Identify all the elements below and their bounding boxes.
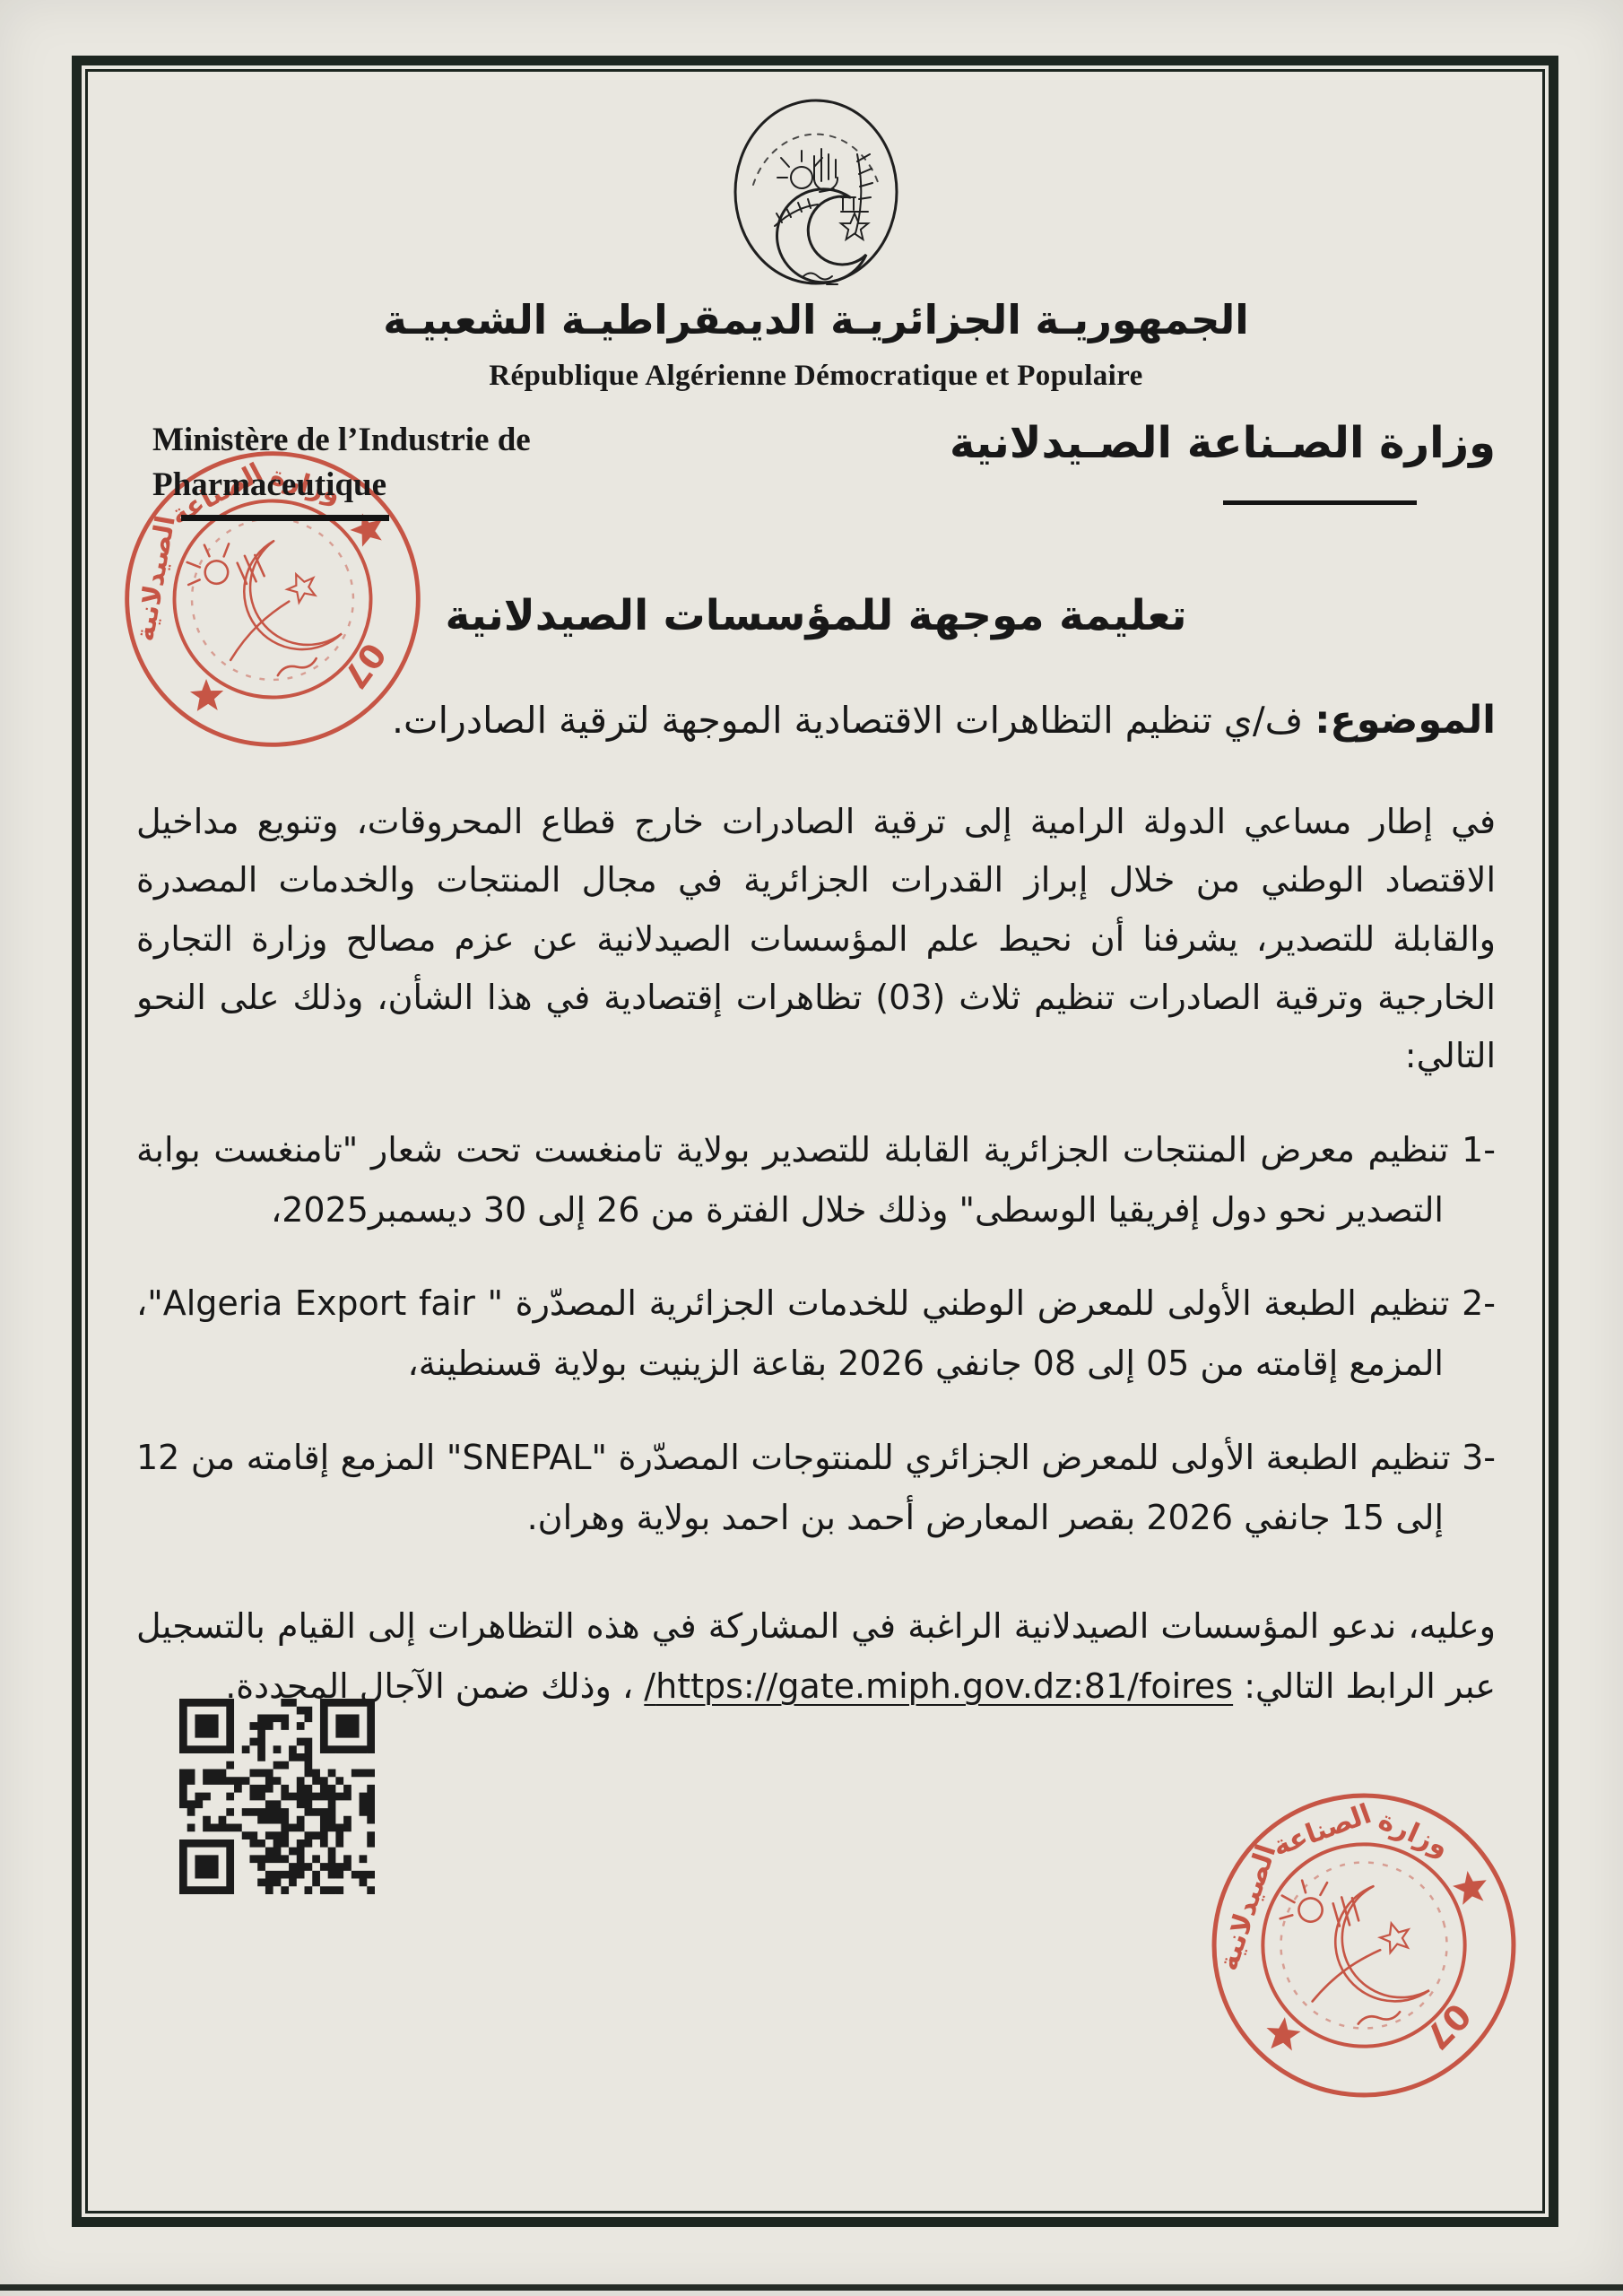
algeria-national-emblem-icon bbox=[726, 91, 906, 289]
list-item-text: تنظيم الطبعة الأولى للمعرض الجزائري للمنتوجات المصدّرة "SNEPAL" المزمع إقامته من 12 إلى 15 جانفي 2026 بقصر المعارض أحمد بن احمد بولاية وهران. bbox=[136, 1438, 1451, 1538]
closing-suffix: ، وذلك ضمن الآجال المحددة. bbox=[225, 1665, 645, 1706]
ministry-french-underline bbox=[181, 515, 389, 521]
subject-text: ف/ي تنظيم التظاهرات الاقتصادية الموجهة لترقية الصادرات. bbox=[392, 698, 1304, 742]
ministry-header-row bbox=[136, 418, 1496, 521]
registration-link[interactable]: https://gate.miph.gov.dz:81/foires/ bbox=[644, 1665, 1234, 1706]
ministry-round-stamp-bottom bbox=[1163, 1744, 1565, 2146]
list-item bbox=[136, 1274, 1496, 1394]
ministry-french-line1: Ministère de l’Industrie de bbox=[152, 422, 531, 458]
list-item-number: 3- bbox=[1462, 1438, 1496, 1478]
closing-prefix: وعليه، ندعو المؤسسات الصيدلانية الراغبة في المشاركة في هذه التظاهرات إلى القيام بالتسجيل عبر الرابط التالي: bbox=[136, 1605, 1496, 1706]
document-content bbox=[86, 70, 1546, 2172]
subject-label: الموضوع: bbox=[1315, 697, 1496, 743]
ministry-name-arabic-block bbox=[950, 418, 1496, 505]
scan-edge-line bbox=[0, 2284, 1623, 2291]
list-item bbox=[136, 1120, 1496, 1240]
document-title: تعليمة موجهة للمؤسسات الصيدلانية bbox=[445, 590, 1187, 640]
list-item-text: تنظيم الطبعة الأولى للمعرض الوطني للخدمات الجزائرية المصدّرة " Algeria Export fair"، المزمع إقامته من 05 إلى 08 جانفي 2026 بقاعة الزينيت بولاية قسنطينة، bbox=[136, 1283, 1450, 1384]
republic-title-arabic: الجمهوريـة الجزائريـة الديمقراطيـة الشعبيـة bbox=[383, 296, 1249, 344]
ministry-french-line2: Pharmaceutique bbox=[152, 465, 387, 503]
ministry-name-french bbox=[152, 418, 531, 521]
list-item-number: 1- bbox=[1462, 1129, 1496, 1170]
republic-title-french: République Algérienne Démocratique et Populaire bbox=[489, 360, 1143, 392]
event-list bbox=[136, 1120, 1496, 1548]
ministry-name-arabic: وزارة الصـناعة الصـيدلانية bbox=[950, 418, 1496, 468]
ministry-arabic-separator-line bbox=[1223, 500, 1417, 505]
list-item-text: تنظيم معرض المنتجات الجزائرية القابلة للتصدير بولاية تامنغست تحت شعار "تامنغست بوابة التصدير نحو دول إفريقيا الوسطى" وذلك خلال الفترة من 26 إلى 30 ديسمبر2025، bbox=[136, 1129, 1449, 1230]
footer-area bbox=[136, 1751, 1496, 2172]
list-item bbox=[136, 1428, 1496, 1548]
list-item-number: 2- bbox=[1462, 1283, 1496, 1324]
intro-paragraph: في إطار مساعي الدولة الرامية إلى ترقية الصادرات خارج قطاع المحروقات، وتنويع مداخيل الاقتصاد الوطني من خلال إبراز القدرات الجزائرية في مجال المنتجات والخدمات المصدرة والقابلة للتصدير، يشرفنا أن نحيط علم المؤسسات الصيدلانية عن عزم مصالح وزارة التجارة الخارجية وترقية الصادرات تنظيم ثلاث (03) تظاهرات إقتصادية في هذا الشأن، وذلك على النحو التالي: bbox=[136, 801, 1496, 1076]
qr-code bbox=[179, 1699, 375, 1898]
